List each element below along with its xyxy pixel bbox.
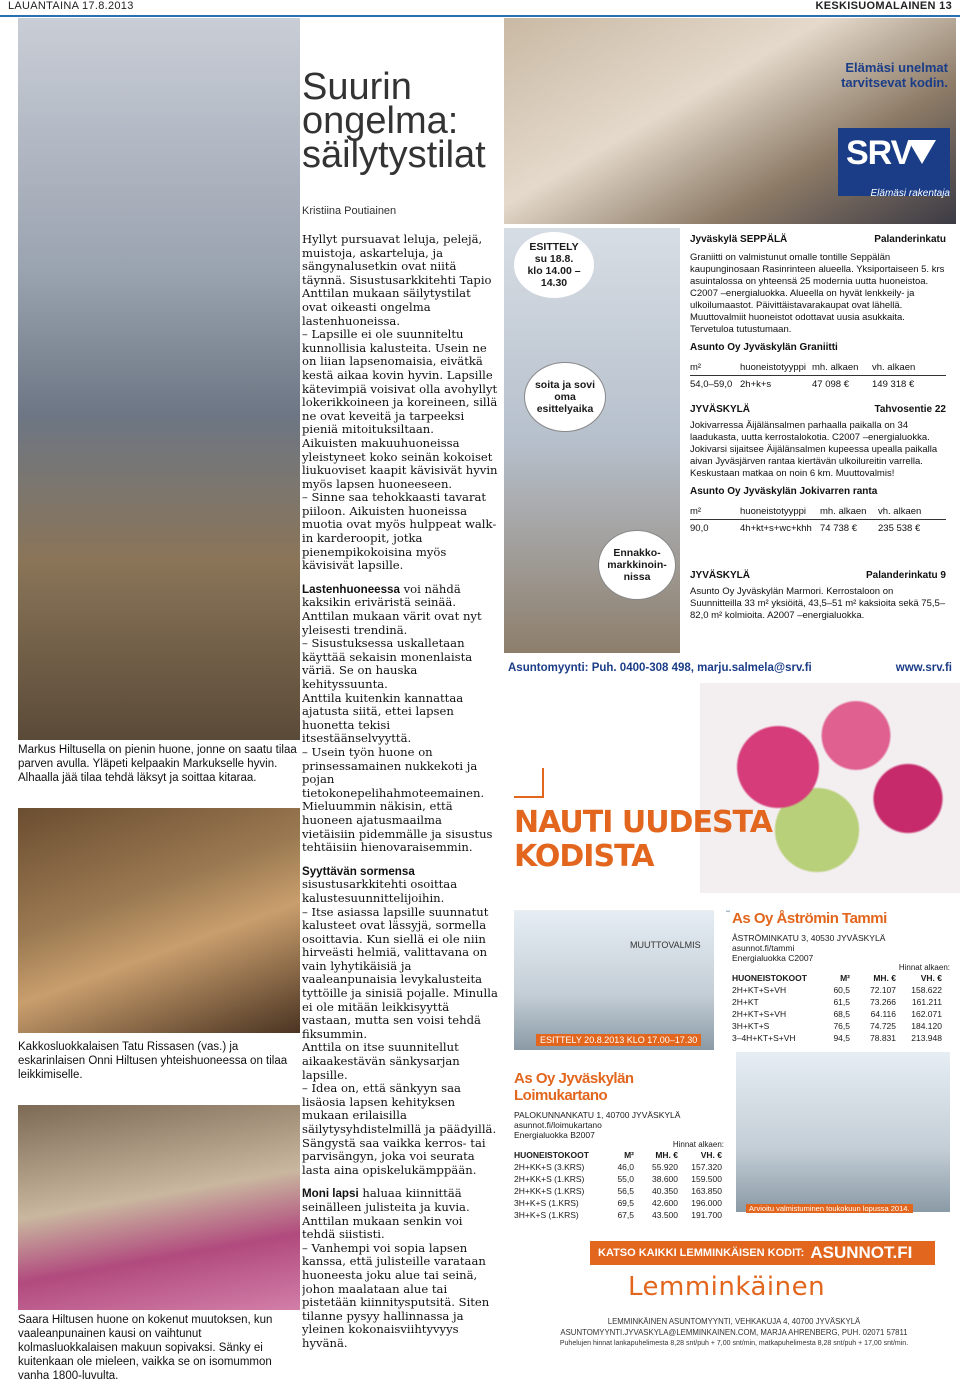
bubble-line: ESITTELY [529,241,579,253]
td-cell: 3–4H+KT+S+VH [732,1033,796,1043]
bubble-line: oma [554,391,576,403]
paragraph: – Vanhempi voi sopia lapsen kanssa, että julisteille varataan huoneesta joku alue tai seinä, johon maalataan alue tai pistetään kiinnitysputsitä. Siten tilanne pysyy hallinnassa ja yleinen kokonaisviihtyvyys hyvänä. [302,1240,490,1350]
price-table [732,972,950,1044]
td-cell: 54,0–59,0 [690,379,733,390]
project-name: Asunto Oy Jyväskylän Graniitti [690,342,838,353]
srv-logo-text: SRV [846,134,913,172]
project-url[interactable]: asunnot.fi/loimukartano [514,1120,602,1130]
article-body [302,233,498,1383]
td-cell: 55,0 [617,1174,634,1184]
table-row [690,523,946,535]
table-row [732,996,950,1008]
th-cell: M² [624,1150,634,1160]
project-street: Palanderinkatu 9 [865,570,946,581]
table-row [732,1020,950,1032]
project-text: Asunto Oy Jyväskylän Marmori. Kerrostaloon on Suunnitteilla 33 m² yksiöitä, 43,5–51 m² kaksioita sekä 75,5–82,0 m² kolmioita. A2007 –energialuokka. [690,586,946,621]
katso-text: KATSO KAIKKI LEMMINKÄISEN KODIT: [598,1247,805,1259]
footer-line: LEMMINKÄINEN ASUNTOMYYNTI, VEHKAKUJA 4, 40700 JYVÄSKYLÄ [607,1317,861,1326]
td-cell: 61,5 [833,997,850,1007]
arrow-icon [514,768,544,798]
srv-logo-mark [908,140,936,164]
srv-url-link[interactable]: www.srv.fi [895,662,952,674]
paper-name-page: KESKISUOMALAINEN 13 [815,0,952,12]
header-rule [0,15,960,17]
title-line-3: säilytystilat [302,134,486,176]
esittely-label: ESITTELY 20.8.2013 KLO 17.00–17.30 [536,1034,701,1046]
bubble-line: klo 14.00 – [527,265,581,277]
bubble-line: esittelyaika [536,403,594,415]
td-cell: 64.116 [870,1009,896,1019]
td-cell: 46,0 [617,1162,634,1172]
muuttovalmis-label: MUUTTOVALMIS [630,940,701,950]
td-cell: 4h+kt+s+wc+khh [740,523,812,534]
th-cell: HUONEISTOKOOT [514,1150,589,1160]
td-cell: 3H+K+S (1.KRS) [514,1198,579,1208]
photo-kids-playing [18,808,300,1033]
td-cell: 2H+KT+S+VH [732,985,787,995]
td-cell: 158.622 [911,985,942,995]
bubble-line: soita ja sovi [534,379,596,391]
bubble-line: markkinoin- [607,559,667,571]
table-row [690,379,946,391]
td-cell: 74.725 [870,1021,896,1031]
srv-sales-bar [504,658,956,678]
td-cell: 2H+KT+S+VH [732,1009,787,1019]
th-cell: m² [690,362,702,373]
td-cell: 60,5 [833,985,850,995]
td-cell: 40.350 [652,1186,678,1196]
energy-class: Energialuokka B2007 [514,1130,595,1140]
table-row [732,1008,950,1020]
td-cell: 55.920 [652,1162,678,1172]
td-cell: 159.500 [691,1174,722,1184]
price-table [690,362,946,391]
asunnot-link[interactable]: ASUNNOT.FI [810,1243,913,1262]
table-row [514,1209,724,1221]
issue-date: LAUANTAINA 17.8.2013 [8,0,134,12]
headline-line: KODISTA [514,839,654,874]
th-cell: MH. € [873,973,896,983]
th-cell: MH. € [655,1150,678,1160]
photo-bunk-bed-room [18,18,300,740]
td-cell: 47 098 € [812,379,849,390]
th-cell: mh. alkaen [820,506,867,517]
th-cell: vh. alkaen [872,362,916,373]
prices-from: Hinnat alkaen: [672,1140,724,1149]
project-address: PALOKUNNANKATU 1, 40700 JYVÄSKYLÄ [514,1110,681,1120]
td-cell: 2H+KK+S (1.KRS) [514,1186,585,1196]
caption-3: Saara Hiltusen huone on kokenut muutoksen, kun vaaleanpunainen kausi on vaihtunut kolmasluokkalaisen makuun sopivaksi. Sänky ei kuitenkaan ole mieleen, vaikka se on isomummon vanha 1800-luvulta. [18,1314,273,1382]
price-table [690,506,946,535]
project-text: Jokivarressa Äijälänsalmen parhaalla paikalla on 34 laadukasta, uutta kerrostalokotia. C2007 –energialuokka. Jokivarsi sijaitsee Äijälänsalmen kupeessa upealla paikalla aivan Jyväsjärven rantaa kiertävän ulkoilureitin varrella. Keskustaan matkaa on noin 6 km. Muuttovalmis! [690,420,938,479]
tammi-info [732,910,950,1044]
paragraph: – Sisustuksessa uskalletaan käyttää sekaisin monenlaista väriä. Se on hauska kehityssuunta. [302,636,473,691]
prices-from: Hinnat alkaen: [898,963,950,972]
table-row [514,1197,724,1209]
paragraph: – Usein työn huone on prinsessamainen nukkekoti ja pojan tietokonepelihahmoteemainen. Mieluummin näkisin, että huoneen ajatusmaailma vietäisiin pidemmälle ja sisustus tehtäisiin hienovaraisemmin. [302,744,493,855]
srv-project-2 [690,404,946,535]
td-cell: 2H+KK+S (3.KRS) [514,1162,585,1172]
th-cell: VH. € [920,973,942,983]
srv-slogan [841,60,948,90]
paragraph: – Idea on, että sänkyyn saa lisäosia lapsen kehityksen mukaan erilaisilla säilytysyhdistelmillä ja päädyillä. Sängystä saa vaikka kerros- tai parvisängyn, joka voi seurata lasta aina opiskelukämppään. [302,1081,497,1177]
subhead: Syyttävän sormensa [302,864,415,878]
subhead: Moni lapsi [302,1187,359,1201]
project-name: As Oy Jyväskylän Loimukartano [514,1070,634,1104]
td-cell: 56,5 [617,1186,634,1196]
td-cell: 38.600 [652,1174,678,1184]
th-cell: M² [840,973,850,983]
table-row [732,984,950,996]
td-cell: 78.831 [870,1033,896,1043]
page-header [0,0,960,14]
caption-1: Markus Hiltusella on pienin huone, jonne on saatu tilaa parven avulla. Yläpeti kelpaakin Markukselle hyvin. Alhaalla jää tilaa tehdä läksyt ja soittaa kitaraa. [18,744,297,784]
srv-logo [838,128,950,196]
th-cell: m² [690,506,702,517]
th-cell: HUONEISTOKOOT [732,973,807,983]
table-row [514,1173,724,1185]
tammi-photo [736,1052,950,1212]
table-row [514,1185,724,1197]
lm-headline [514,806,772,874]
paragraph [302,1187,498,1241]
project-heading [690,234,946,246]
td-cell: 3H+K+S (1.KRS) [514,1210,579,1220]
srv-logo-sub: Elämäsi rakentaja [870,188,950,199]
td-cell: 2H+KK+S (1.KRS) [514,1174,585,1184]
th-cell: huoneistotyyppi [740,506,807,517]
td-cell: 149 318 € [872,379,915,390]
td-cell: 184.120 [911,1021,942,1031]
slogan-line: Elämäsi unelmat [845,60,948,75]
project-location: JYVÄSKYLÄ [690,570,751,581]
slogan-line: tarvitsevat kodin. [841,75,948,90]
soita-bubble [524,362,606,432]
td-cell: 213.948 [911,1033,942,1043]
bubble-line: nissa [623,571,651,583]
footer-line: ASUNTOMYYNTI.JYVASKYLA@LEMMINKAINEN.COM, MARJA AHRENBERG, PUH. 02071 57811 [560,1328,908,1337]
project-url[interactable]: asunnot.fi/tammi [732,943,795,953]
paragraph: – Itse asiassa lapsille suunnatut kalusteet ovat lässyjä, sormella osoittavia. Kun siellä ei ole niin hirveästi helmiä, valittavana on vain lyhytikäisiä ja vaaleanpunaisia levykalusteita tyttöille ja sinisiä pojalle. Minulla ei ole mitään leikkisyyttä vastaan, mutta sen voisi tehdä fiksummin. [302,904,498,1041]
price-table-header [732,972,950,984]
td-cell: 74 738 € [820,523,857,534]
td-cell: 72.107 [870,985,896,995]
th-cell: vh. alkaen [878,506,922,517]
project-name: Asunto Oy Jyväskylän Jokivarren ranta [690,486,878,497]
lm-footer [514,1316,954,1349]
byline: Kristiina Poutiainen [302,205,397,217]
table-row [514,1161,724,1173]
katso-banner[interactable] [590,1241,935,1265]
td-cell: 235 538 € [878,523,921,534]
bubble-line: 14.30 [540,277,568,289]
project-name: As Oy Åströmin Tammi [732,910,887,927]
title-line-2: ongelma: [302,100,459,142]
table-row [732,1032,950,1044]
article-title [302,66,502,176]
td-cell: 191.700 [691,1210,722,1220]
paragraph: – Lapsille ei ole suunniteltu kunnollisia kalusteita. Usein ne on liian lapsenomaisia, eivätkä kestä aikaa kovin hyvin. Lapsille kätevimpiä voisivat olla avohyllyt lokerikkoineen ja koreineen, sillä ne ovat keveitä ja tarpeeksi pieniä mitoituksiltaan. [302,327,498,437]
paragraph [302,865,498,906]
headline-line: NAUTI UUDESTA [514,805,772,840]
paragraph: Aikuisten makuuhuoneissa yleistyneet koko seinän kokoiset liukuoviset kaapit kävisivät hyvin myös lapsen huoneeseen. [302,435,498,491]
subhead-text: haluaa kiinnittää seinälleen julisteita ja kuvia. Anttilan mukaan senkin voi tehdä siististi. [302,1186,470,1242]
td-cell: 73.266 [870,997,896,1007]
td-cell: 69,5 [617,1198,634,1208]
tammi-note: Arvioitu valmistuminen toukokuun lopussa 2014. [746,1204,913,1213]
project-street: Tahvosentie 22 [874,404,946,415]
td-cell: 2H+KT [732,997,759,1007]
loimukartano-photo [514,910,714,1050]
paragraph [302,583,498,637]
sales-contact[interactable]: Asuntomyynti: Puh. 0400-308 498, marju.salmela@srv.fi [508,662,812,674]
th-cell: VH. € [700,1150,722,1160]
loimukartano-info [514,1070,724,1221]
subhead-text: voi nähdä kaksikin eriväristä seinää. Anttilan mukaan värit ovat nyt yleisesti trendinä. [302,581,482,637]
caption-2: Kakkosluokkalaisen Tatu Rissasen (vas.) ja eskarinlaisen Onni Hiltusen yhteishuoneessa on tilaa leikkimiselle. [18,1041,288,1081]
paragraph: Anttila kuitenkin kannattaa ajatusta siitä, ettei lapsen huonetta tekisi itsestäänselvyyttä. [302,690,464,746]
price-table [514,1149,724,1221]
photo-girl-room [18,1105,300,1310]
td-cell: 163.850 [691,1186,722,1196]
td-cell: 161.211 [911,997,942,1007]
td-cell: 90,0 [690,523,709,534]
price-table-header [690,362,946,376]
th-cell: mh. alkaen [812,362,859,373]
project-address: ÅSTRÖMINKATU 3, 40530 JYVÄSKYLÄ [732,933,886,943]
td-cell: 42.600 [652,1198,678,1208]
td-cell: 2h+k+s [740,379,772,390]
price-table-header [690,506,946,520]
td-cell: 94,5 [833,1033,850,1043]
ennakko-bubble [598,530,676,600]
td-cell: 162.071 [911,1009,942,1019]
project-location: JYVÄSKYLÄ [690,404,751,415]
project-text: Graniitti on valmistunut omalle tontille Seppälän kaupunginosaan Rasinrinteen alueella. Yksiportaiseen 5. krs asuintalossa on yhteensä 25 modernia uutta huoneistoa. C2007 –energialuokka. Alueella on hyvät lenkkeily- ja ulkoilumaastot. Päivittäistavarakaupat ovat lähellä. Muuttovalmiit huoneistot odottavat uusia asukkaita. Tervetuloa tutustumaan. [690,252,945,335]
th-cell: huoneistotyyppi [740,362,807,373]
td-cell: 3H+KT+S [732,1021,770,1031]
paragraph: – Sinne saa tehokkaasti tavarat piiloon. Aikuisten huoneissa muotia ovat myös hulppeat walk-in karderoopit, jotka pienempikokoisina myös kävisivät lapsille. [302,490,497,573]
bubble-line: su 18.8. [534,253,574,265]
td-cell: 76,5 [833,1021,850,1031]
srv-project-3 [690,570,946,622]
td-cell: 68,5 [833,1009,850,1019]
project-street: Palanderinkatu [874,234,946,245]
paragraph: Anttila on itse suunnitellut aikaakestävän sänkysarjan lapsille. [302,1040,460,1082]
subhead-text: sisustusarkkitehti osoittaa kalustesuunnittelijoihin. [302,877,458,905]
td-cell: 43.500 [652,1210,678,1220]
td-cell: 67,5 [617,1210,634,1220]
srv-project-1 [690,234,946,391]
paragraph: Hyllyt pursuavat leluja, pelejä, muistoja, askarteluja, ja sängynalusetkin ovat niitä täynnä. Sisustusarkkitehti Tapio Anttilan mukaan säilytystilat ovat oikeasti ongelma lastenhuoneissa. [302,233,492,328]
energy-class: Energialuokka C2007 [732,953,814,963]
bubble-line: Ennakko- [613,547,661,559]
project-heading [690,404,946,416]
project-heading [690,570,946,582]
price-table-header [514,1149,724,1161]
esittely-bubble [514,232,594,298]
footer-line: Puhelujen hinnat lankapuhelimesta 8,28 snt/puh + 7,00 snt/min, matkapuhelimesta 8,28 snt/puh + 17,00 snt/min. [559,1340,909,1347]
td-cell: 196.000 [691,1198,722,1208]
title-line-1: Suurin [302,66,412,108]
subhead: Lastenhuoneessa [302,582,400,596]
project-location: Jyväskylä SEPPÄLÄ [690,234,788,245]
td-cell: 157.320 [691,1162,722,1172]
lemminkainen-logo: Lemminkäinen [628,1272,826,1302]
